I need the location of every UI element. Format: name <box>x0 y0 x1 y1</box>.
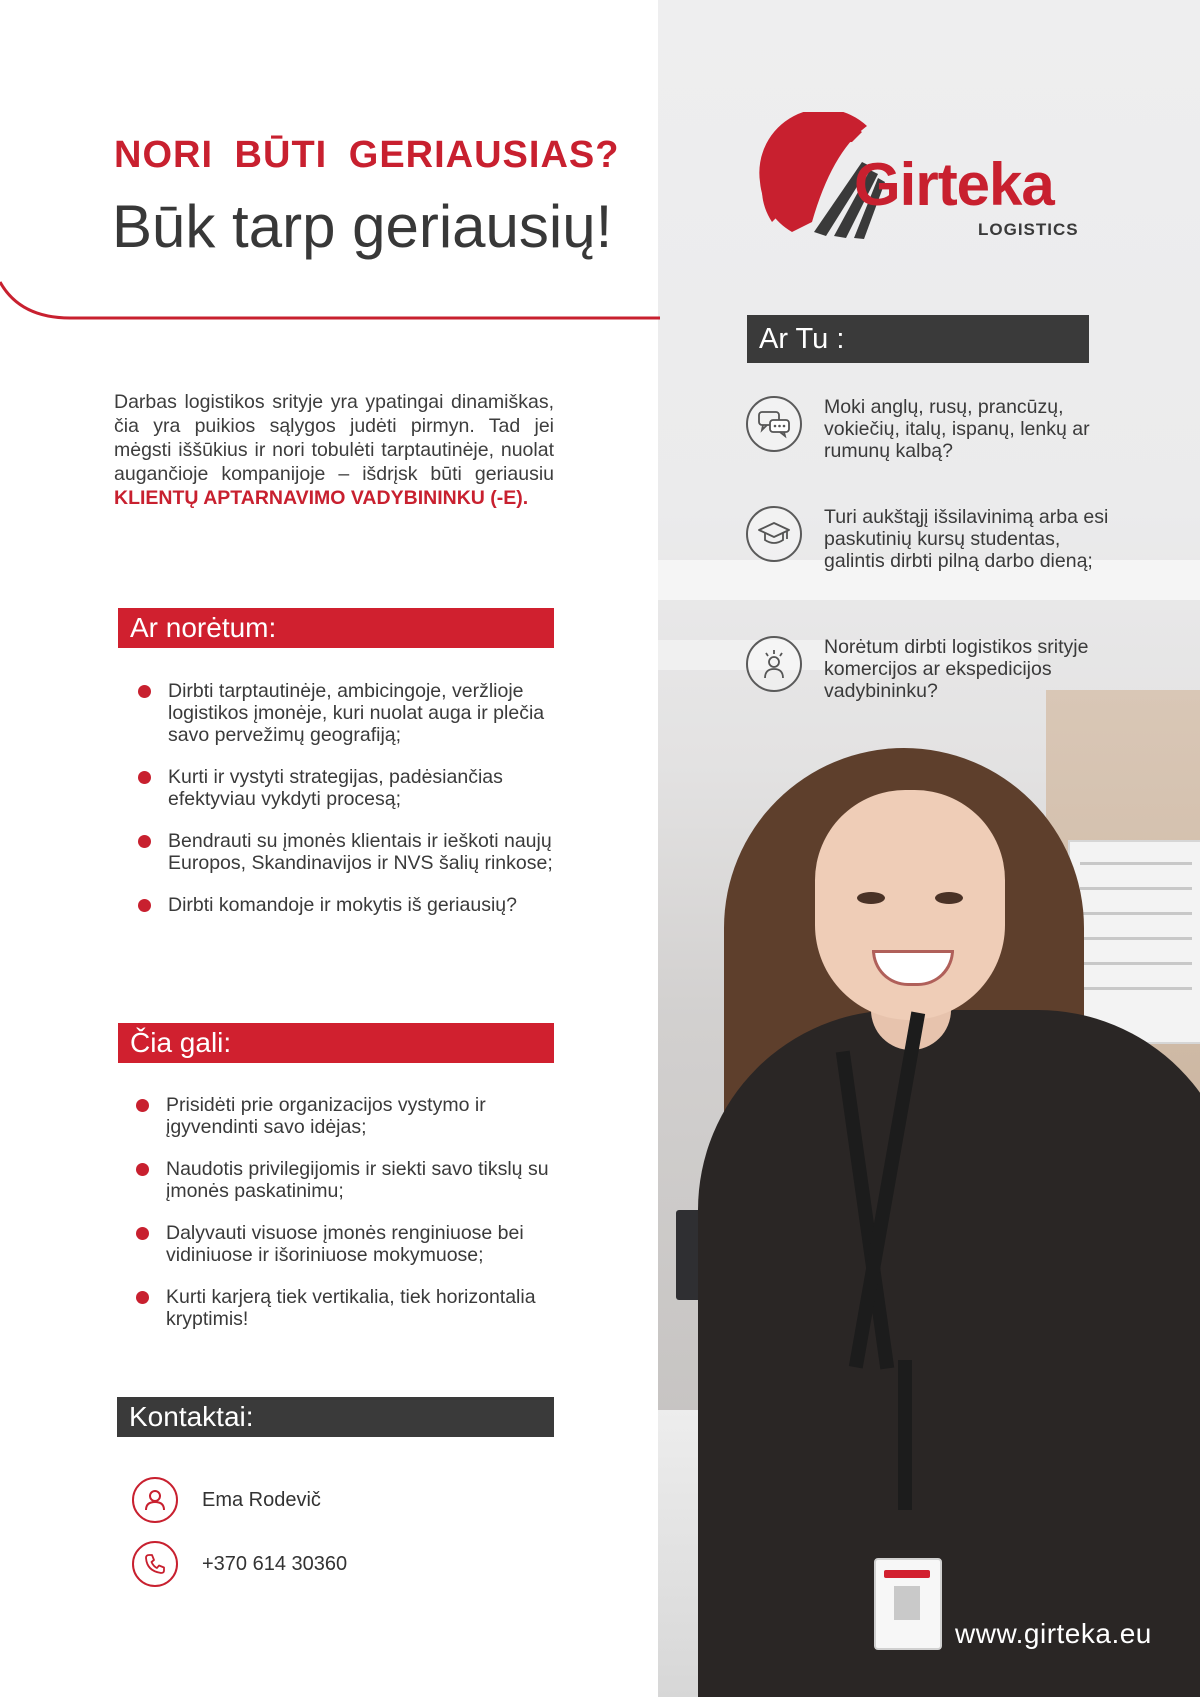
whiteboard <box>1068 840 1200 1044</box>
section-ar-tu-title: Ar Tu : <box>747 315 1089 363</box>
eye <box>857 892 885 904</box>
ar-noretum-list <box>136 680 566 936</box>
list-item: Kurti ir vystyti strategijas, padėsiančias efektyviau vykdyti procesą; <box>136 766 566 810</box>
bullet-dot-icon <box>136 1227 149 1240</box>
bullet-dot-icon <box>138 835 151 848</box>
cia-gali-list <box>134 1094 564 1350</box>
graduation-cap-icon <box>746 506 802 562</box>
phone-number[interactable]: +370 614 30360 <box>202 1552 348 1575</box>
chat-bubbles-icon <box>746 396 802 452</box>
person-body <box>698 1010 1200 1697</box>
bullet-dot-icon <box>136 1291 149 1304</box>
list-item: Kurti karjerą tiek vertikalia, tiek horizontalia kryptimis! <box>134 1286 564 1330</box>
ar-tu-item <box>746 396 1114 462</box>
bullet-dot-icon <box>136 1099 149 1112</box>
logo-wordmark: Girteka <box>854 151 1054 218</box>
contact-name: Ema Rodevič <box>202 1488 321 1511</box>
contact-person <box>132 1475 321 1525</box>
logo-subtitle: LOGISTICS <box>978 220 1079 239</box>
smile <box>872 950 954 986</box>
idea-person-icon <box>746 636 802 692</box>
subheadline: Būk tarp geriausių! <box>112 193 613 260</box>
eye <box>935 892 963 904</box>
person-face <box>815 790 1005 1020</box>
list-item: Bendrauti su įmonės klientais ir ieškoti naujų Europos, Skandinavijos ir NVS šalių rinkose; <box>136 830 566 874</box>
list-item: Dirbti komandoje ir mokytis iš geriausių? <box>136 894 566 916</box>
intro-highlight: KLIENTŲ APTARNAVIMO VADYBININKU (-E). <box>114 487 529 509</box>
ar-tu-text: Norėtum dirbti logistikos srityje komercijos ar ekspedicijos vadybininku? <box>824 636 1089 702</box>
list-item: Dirbti tarptautinėje, ambicingoje, veržlioje logistikos įmonėje, kuri nuolat auga ir plečia savo pervežimų geografiją; <box>136 680 566 746</box>
ar-tu-item <box>746 636 1114 702</box>
bullet-dot-icon <box>138 771 151 784</box>
list-item: Naudotis privilegijomis ir siekti savo tikslų su įmonės paskatinimu; <box>134 1158 564 1202</box>
section-ar-noretum-title: Ar norėtum: <box>118 608 554 648</box>
photo-panel <box>658 0 1200 1697</box>
contact-phone <box>132 1539 347 1589</box>
ar-tu-item <box>746 506 1114 572</box>
headline: NORI BŪTI GERIAUSIAS? <box>114 134 620 176</box>
id-badge <box>874 1558 942 1650</box>
section-cia-gali-title: Čia gali: <box>118 1023 554 1063</box>
person-icon <box>132 1477 178 1523</box>
bullet-dot-icon <box>138 685 151 698</box>
header-curve-divider <box>0 270 660 330</box>
intro-paragraph <box>114 390 554 510</box>
bullet-dot-icon <box>138 899 151 912</box>
intro-text: Darbas logistikos srityje yra ypatingai dinamiškas, čia yra puikios sąlygos judėti pirmyn. Tad jei mėgsti iššūkius ir nori tobulėti tarptautinėje, nuolat augančioje kompanijoje – išdrįsk būti geriausiu <box>114 391 554 485</box>
bullet-dot-icon <box>136 1163 149 1176</box>
list-item: Dalyvauti visuose įmonės renginiuose bei vidiniuose ir išoriniuose mokymuose; <box>134 1222 564 1266</box>
lanyard <box>898 1360 912 1510</box>
website-link[interactable]: www.girteka.eu <box>955 1618 1152 1649</box>
ar-tu-text: Moki anglų, rusų, prancūzų, vokiečių, italų, ispanų, lenkų ar rumunų kalbą? <box>824 396 1090 462</box>
ar-tu-text: Turi aukštąjį išsilavinimą arba esi paskutinių kursų studentas, galintis dirbti pilną darbo dieną; <box>824 506 1109 572</box>
list-item: Prisidėti prie organizacijos vystymo ir įgyvendinti savo idėjas; <box>134 1094 564 1138</box>
section-kontaktai-title: Kontaktai: <box>117 1397 554 1437</box>
phone-icon <box>132 1541 178 1587</box>
